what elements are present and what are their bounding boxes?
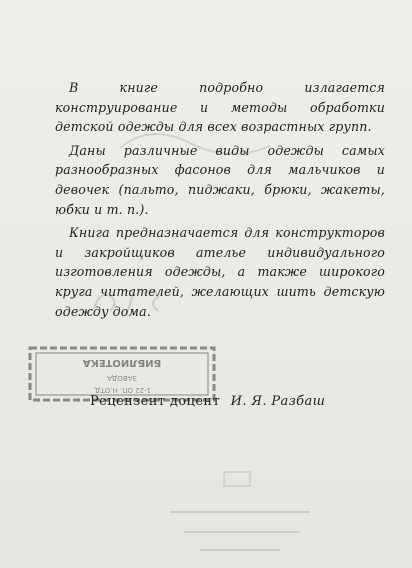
paragraph-1: В книге подробно излагается конструирование и методы обработки детской одежды для всех возрастных групп.	[55, 80, 385, 135]
annotation-text	[55, 78, 385, 325]
svg-text:БИБЛИОТЕКА: БИБЛИОТЕКА	[82, 357, 162, 368]
paragraph-2: Даны различные виды одежды самых разнообразных фасонов для мальчиков и девочек (пальто, пиджаки, брюки, жакеты, юбки и т. п.).	[55, 142, 385, 217]
paragraph-3: Книга предназначается для конструкторов и закройщиков ателье индивидуального изготовления одежды, а также широкого круга читателей, желающих шить детскую одежду дома.	[55, 225, 385, 319]
svg-text:1-22 ОП. Н.ОТД.: 1-22 ОП. Н.ОТД.	[92, 386, 152, 394]
reviewer-name: И. Я. Разбаш	[230, 394, 326, 409]
bleed-through-imprint	[140, 470, 340, 560]
reviewer-line	[90, 394, 390, 409]
svg-text:ЗАВОДА: ЗАВОДА	[107, 374, 137, 382]
reviewer-role: Рецензент доцент	[90, 394, 221, 409]
